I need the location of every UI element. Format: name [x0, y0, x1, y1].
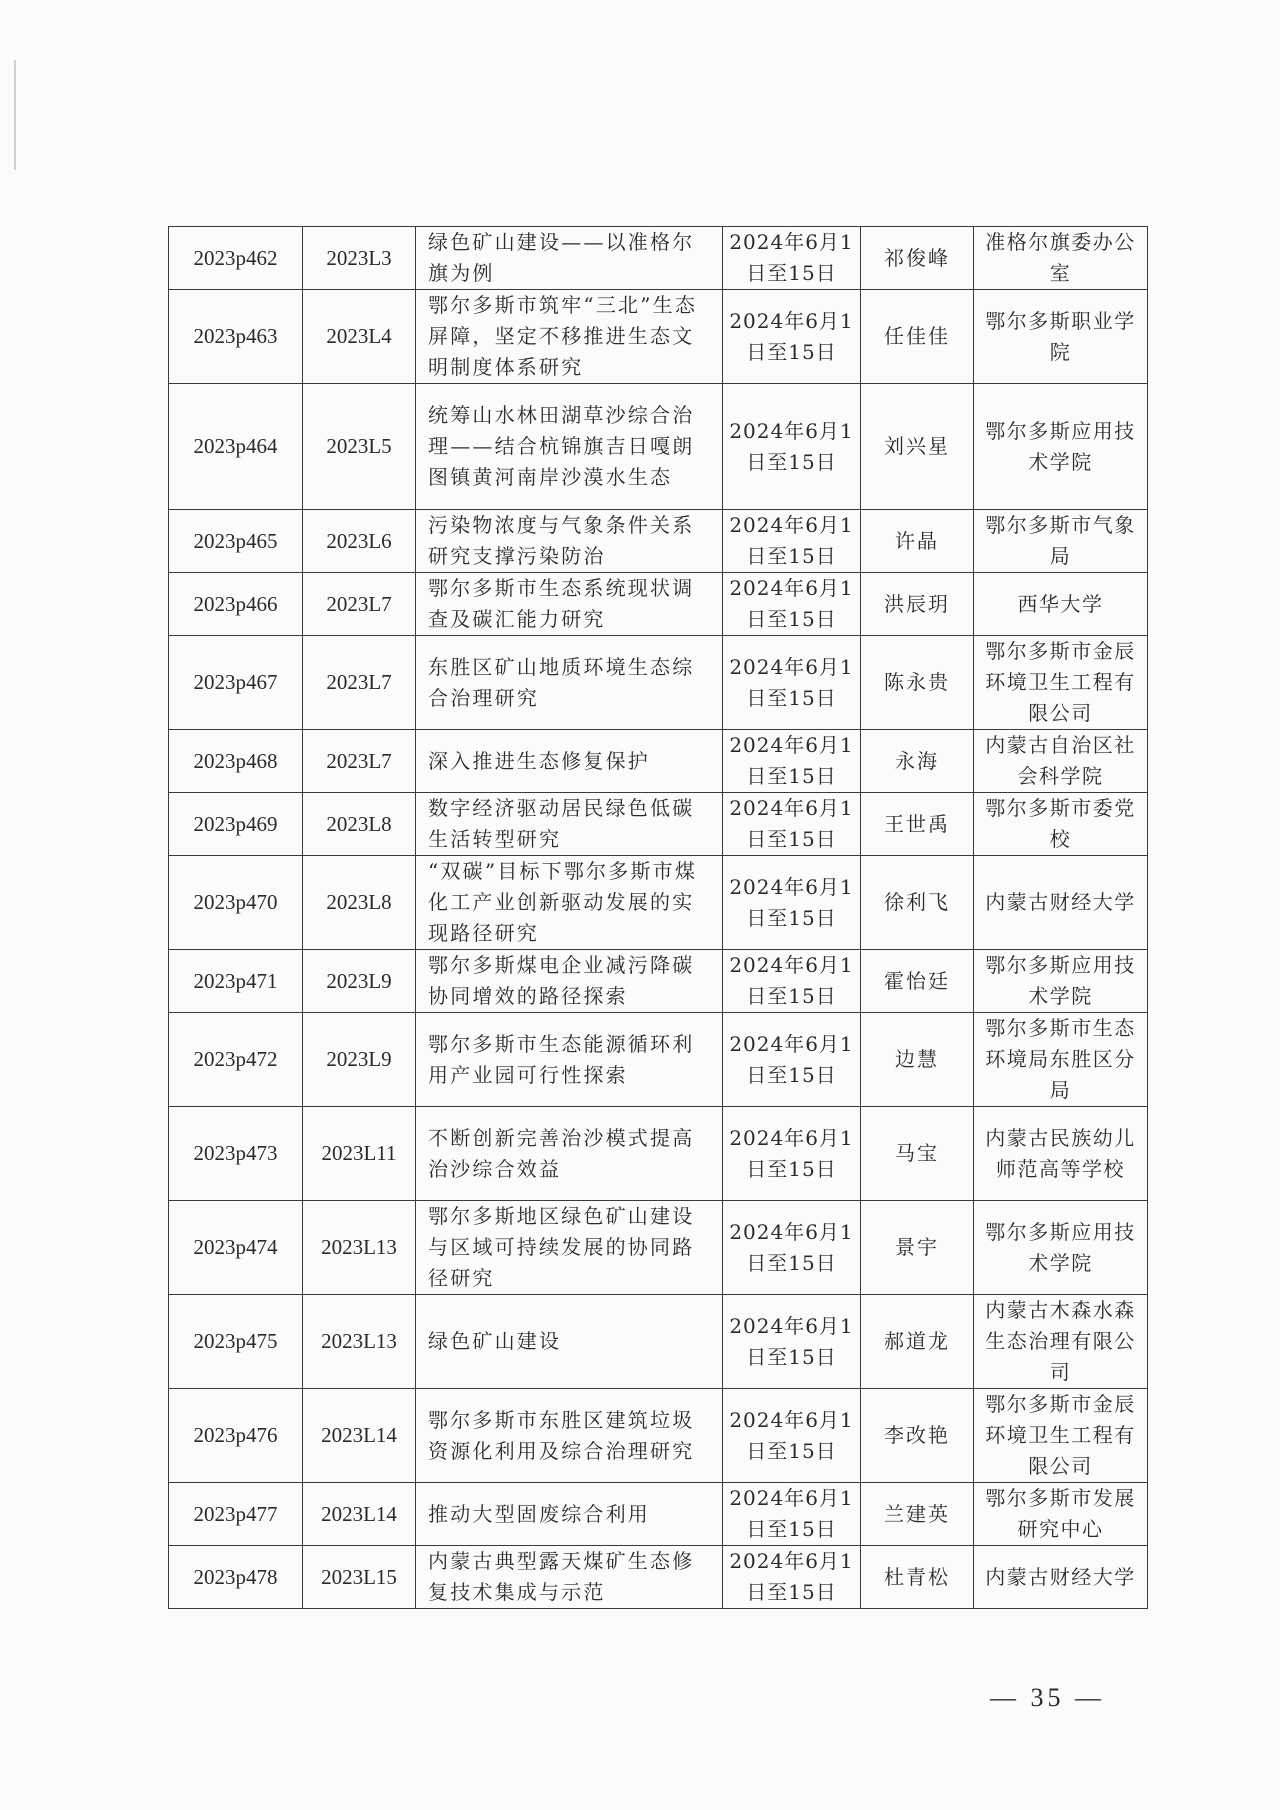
- time-cell: 2024年6月1日至15日: [723, 290, 861, 384]
- project-id-cell: 2023p473: [169, 1107, 303, 1201]
- applicant-name-cell: 陈永贵: [861, 636, 974, 730]
- applicant-name-cell: 徐利飞: [861, 856, 974, 950]
- applicant-name-cell: 杜青松: [861, 1546, 974, 1609]
- organization-cell: 鄂尔多斯市发展研究中心: [974, 1483, 1148, 1546]
- project-code-cell: 2023L14: [303, 1389, 416, 1483]
- applicant-name-cell: 王世禹: [861, 793, 974, 856]
- table-row: [169, 1389, 1148, 1483]
- project-code-cell: 2023L7: [303, 730, 416, 793]
- time-cell: 2024年6月1日至15日: [723, 1201, 861, 1295]
- table-row: [169, 384, 1148, 510]
- table-row: [169, 793, 1148, 856]
- organization-cell: 鄂尔多斯应用技术学院: [974, 384, 1148, 510]
- page-number: — 35 —: [990, 1683, 1105, 1712]
- organization-cell: 准格尔旗委办公室: [974, 227, 1148, 290]
- project-title-cell: 鄂尔多斯地区绿色矿山建设与区域可持续发展的协同路径研究: [416, 1201, 723, 1295]
- applicant-name-cell: 李改艳: [861, 1389, 974, 1483]
- project-code-cell: 2023L13: [303, 1201, 416, 1295]
- table-row: [169, 950, 1148, 1013]
- organization-cell: 鄂尔多斯市气象局: [974, 510, 1148, 573]
- organization-cell: 鄂尔多斯市委党校: [974, 793, 1148, 856]
- table-row: [169, 227, 1148, 290]
- project-title-cell: 推动大型固废综合利用: [416, 1483, 723, 1546]
- project-id-cell: 2023p476: [169, 1389, 303, 1483]
- organization-cell: 鄂尔多斯职业学院: [974, 290, 1148, 384]
- organization-cell: 鄂尔多斯应用技术学院: [974, 1201, 1148, 1295]
- project-id-cell: 2023p477: [169, 1483, 303, 1546]
- table-row: [169, 290, 1148, 384]
- organization-cell: 内蒙古木森水森生态治理有限公司: [974, 1295, 1148, 1389]
- time-cell: 2024年6月1日至15日: [723, 793, 861, 856]
- project-id-cell: 2023p465: [169, 510, 303, 573]
- project-code-cell: 2023L5: [303, 384, 416, 510]
- project-code-cell: 2023L8: [303, 793, 416, 856]
- table-row: [169, 1295, 1148, 1389]
- scan-edge-mark: [14, 60, 16, 170]
- project-title-cell: 鄂尔多斯市筑牢“三北”生态屏障，坚定不移推进生态文明制度体系研究: [416, 290, 723, 384]
- applicant-name-cell: 兰建英: [861, 1483, 974, 1546]
- project-title-cell: 鄂尔多斯煤电企业减污降碳协同增效的路径探索: [416, 950, 723, 1013]
- project-id-cell: 2023p464: [169, 384, 303, 510]
- time-cell: 2024年6月1日至15日: [723, 384, 861, 510]
- table-row: [169, 510, 1148, 573]
- organization-cell: 鄂尔多斯市金辰环境卫生工程有限公司: [974, 636, 1148, 730]
- time-cell: 2024年6月1日至15日: [723, 1483, 861, 1546]
- project-title-cell: 绿色矿山建设: [416, 1295, 723, 1389]
- organization-cell: 内蒙古财经大学: [974, 856, 1148, 950]
- table-body: [169, 227, 1148, 1609]
- project-code-cell: 2023L9: [303, 1013, 416, 1107]
- organization-cell: 内蒙古财经大学: [974, 1546, 1148, 1609]
- organization-cell: 鄂尔多斯市生态环境局东胜区分局: [974, 1013, 1148, 1107]
- project-title-cell: 数字经济驱动居民绿色低碳生活转型研究: [416, 793, 723, 856]
- project-title-cell: 深入推进生态修复保护: [416, 730, 723, 793]
- project-code-cell: 2023L3: [303, 227, 416, 290]
- time-cell: 2024年6月1日至15日: [723, 573, 861, 636]
- project-id-cell: 2023p468: [169, 730, 303, 793]
- project-title-cell: 污染物浓度与气象条件关系研究支撑污染防治: [416, 510, 723, 573]
- applicant-name-cell: 景宇: [861, 1201, 974, 1295]
- time-cell: 2024年6月1日至15日: [723, 1013, 861, 1107]
- project-title-cell: 绿色矿山建设——以准格尔旗为例: [416, 227, 723, 290]
- project-title-cell: 不断创新完善治沙模式提高治沙综合效益: [416, 1107, 723, 1201]
- time-cell: 2024年6月1日至15日: [723, 730, 861, 793]
- applicant-name-cell: 边慧: [861, 1013, 974, 1107]
- time-cell: 2024年6月1日至15日: [723, 1107, 861, 1201]
- applicant-name-cell: 祁俊峰: [861, 227, 974, 290]
- project-id-cell: 2023p472: [169, 1013, 303, 1107]
- project-id-cell: 2023p462: [169, 227, 303, 290]
- table-row: [169, 1483, 1148, 1546]
- table-row: [169, 573, 1148, 636]
- time-cell: 2024年6月1日至15日: [723, 510, 861, 573]
- project-table: [168, 226, 1148, 1609]
- time-cell: 2024年6月1日至15日: [723, 950, 861, 1013]
- time-cell: 2024年6月1日至15日: [723, 227, 861, 290]
- table-row: [169, 856, 1148, 950]
- project-code-cell: 2023L14: [303, 1483, 416, 1546]
- project-id-cell: 2023p466: [169, 573, 303, 636]
- organization-cell: 内蒙古民族幼儿师范高等学校: [974, 1107, 1148, 1201]
- applicant-name-cell: 洪辰玥: [861, 573, 974, 636]
- applicant-name-cell: 任佳佳: [861, 290, 974, 384]
- table-row: [169, 1546, 1148, 1609]
- table-row: [169, 636, 1148, 730]
- applicant-name-cell: 永海: [861, 730, 974, 793]
- applicant-name-cell: 许晶: [861, 510, 974, 573]
- project-title-cell: 鄂尔多斯市生态系统现状调查及碳汇能力研究: [416, 573, 723, 636]
- organization-cell: 鄂尔多斯应用技术学院: [974, 950, 1148, 1013]
- project-id-cell: 2023p474: [169, 1201, 303, 1295]
- project-title-cell: 内蒙古典型露天煤矿生态修复技术集成与示范: [416, 1546, 723, 1609]
- project-code-cell: 2023L15: [303, 1546, 416, 1609]
- applicant-name-cell: 刘兴星: [861, 384, 974, 510]
- organization-cell: 鄂尔多斯市金辰环境卫生工程有限公司: [974, 1389, 1148, 1483]
- time-cell: 2024年6月1日至15日: [723, 1389, 861, 1483]
- organization-cell: 西华大学: [974, 573, 1148, 636]
- project-id-cell: 2023p470: [169, 856, 303, 950]
- project-id-cell: 2023p471: [169, 950, 303, 1013]
- table-row: [169, 730, 1148, 793]
- time-cell: 2024年6月1日至15日: [723, 856, 861, 950]
- project-id-cell: 2023p478: [169, 1546, 303, 1609]
- project-id-cell: 2023p463: [169, 290, 303, 384]
- project-title-cell: 东胜区矿山地质环境生态综合治理研究: [416, 636, 723, 730]
- project-code-cell: 2023L8: [303, 856, 416, 950]
- project-code-cell: 2023L6: [303, 510, 416, 573]
- applicant-name-cell: 霍怡廷: [861, 950, 974, 1013]
- project-id-cell: 2023p467: [169, 636, 303, 730]
- project-id-cell: 2023p469: [169, 793, 303, 856]
- time-cell: 2024年6月1日至15日: [723, 1295, 861, 1389]
- project-code-cell: 2023L7: [303, 636, 416, 730]
- project-title-cell: 统筹山水林田湖草沙综合治理——结合杭锦旗吉日嘎朗图镇黄河南岸沙漠水生态: [416, 384, 723, 510]
- organization-cell: 内蒙古自治区社会科学院: [974, 730, 1148, 793]
- time-cell: 2024年6月1日至15日: [723, 1546, 861, 1609]
- project-code-cell: 2023L7: [303, 573, 416, 636]
- project-title-cell: 鄂尔多斯市生态能源循环利用产业园可行性探索: [416, 1013, 723, 1107]
- table-row: [169, 1201, 1148, 1295]
- project-title-cell: “双碳”目标下鄂尔多斯市煤化工产业创新驱动发展的实现路径研究: [416, 856, 723, 950]
- table-row: [169, 1013, 1148, 1107]
- project-code-cell: 2023L13: [303, 1295, 416, 1389]
- project-code-cell: 2023L9: [303, 950, 416, 1013]
- applicant-name-cell: 马宝: [861, 1107, 974, 1201]
- project-code-cell: 2023L4: [303, 290, 416, 384]
- project-code-cell: 2023L11: [303, 1107, 416, 1201]
- table-row: [169, 1107, 1148, 1201]
- applicant-name-cell: 郝道龙: [861, 1295, 974, 1389]
- time-cell: 2024年6月1日至15日: [723, 636, 861, 730]
- project-title-cell: 鄂尔多斯市东胜区建筑垃圾资源化利用及综合治理研究: [416, 1389, 723, 1483]
- project-id-cell: 2023p475: [169, 1295, 303, 1389]
